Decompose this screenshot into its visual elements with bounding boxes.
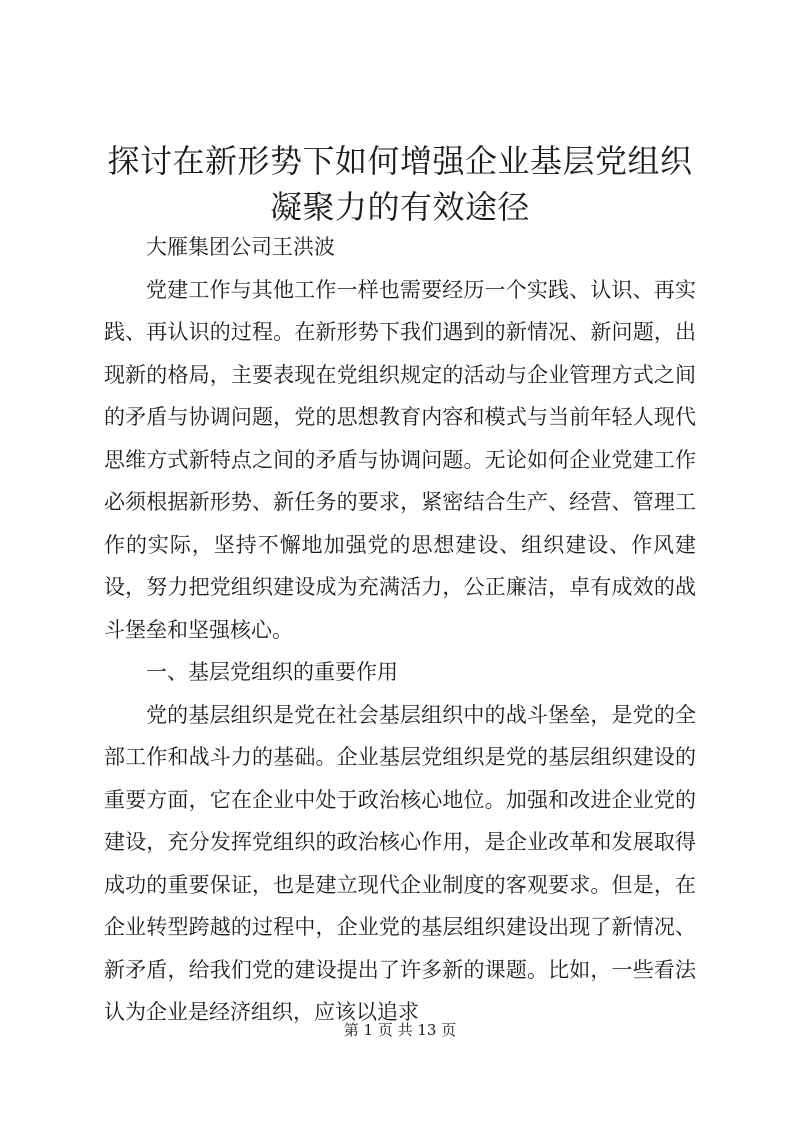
author-line: 大雁集团公司王洪波 [146,235,335,259]
section-heading: 一、基层党组织的重要作用 [146,660,398,684]
page-footer: 第 1 页 共 13 页 [343,1021,457,1039]
paragraph-section-1: 党的基层组织是党在社会基层组织中的战斗堡垒，是党的全部工作和战斗力的基础。企业基层党组织是党的基层组织建设的重要方面，它在企业中处于政治核心地位。加强和改进企业党的建设，充分发挥党组织的政治核心作用，是企业改革和发展取得成功的重要保证，也是建立现代企业制度的客观要求。但是，在企业转型跨越的过程中，企业党的基层组织建设出现了新情况、新矛盾，给我们党的建设提出了许多新的课题。比如，一些看法认为企业是经济组织，应该以追求 [104,702,696,1024]
document-body [104,226,696,1034]
paragraph-intro: 党建工作与其他工作一样也需要经历一个实践、认识、再实践、再认识的过程。在新形势下我们遇到的新情况、新问题，出现新的格局，主要表现在党组织规定的活动与企业管理方式之间的矛盾与协调问题，党的思想教育内容和模式与当前年轻人现代思维方式新特点之间的矛盾与协调问题。无论如何企业党建工作必须根据新形势、新任务的要求，紧密结合生产、经营、管理工作的实际，坚持不懈地加强党的思想建设、组织建设、作风建设，努力把党组织建设成为充满活力，公正廉洁，卓有成效的战斗堡垒和坚强核心。 [104,277,696,642]
document-title: 探讨在新形势下如何增强企业基层党组织凝聚力的有效途径 [107,142,693,226]
